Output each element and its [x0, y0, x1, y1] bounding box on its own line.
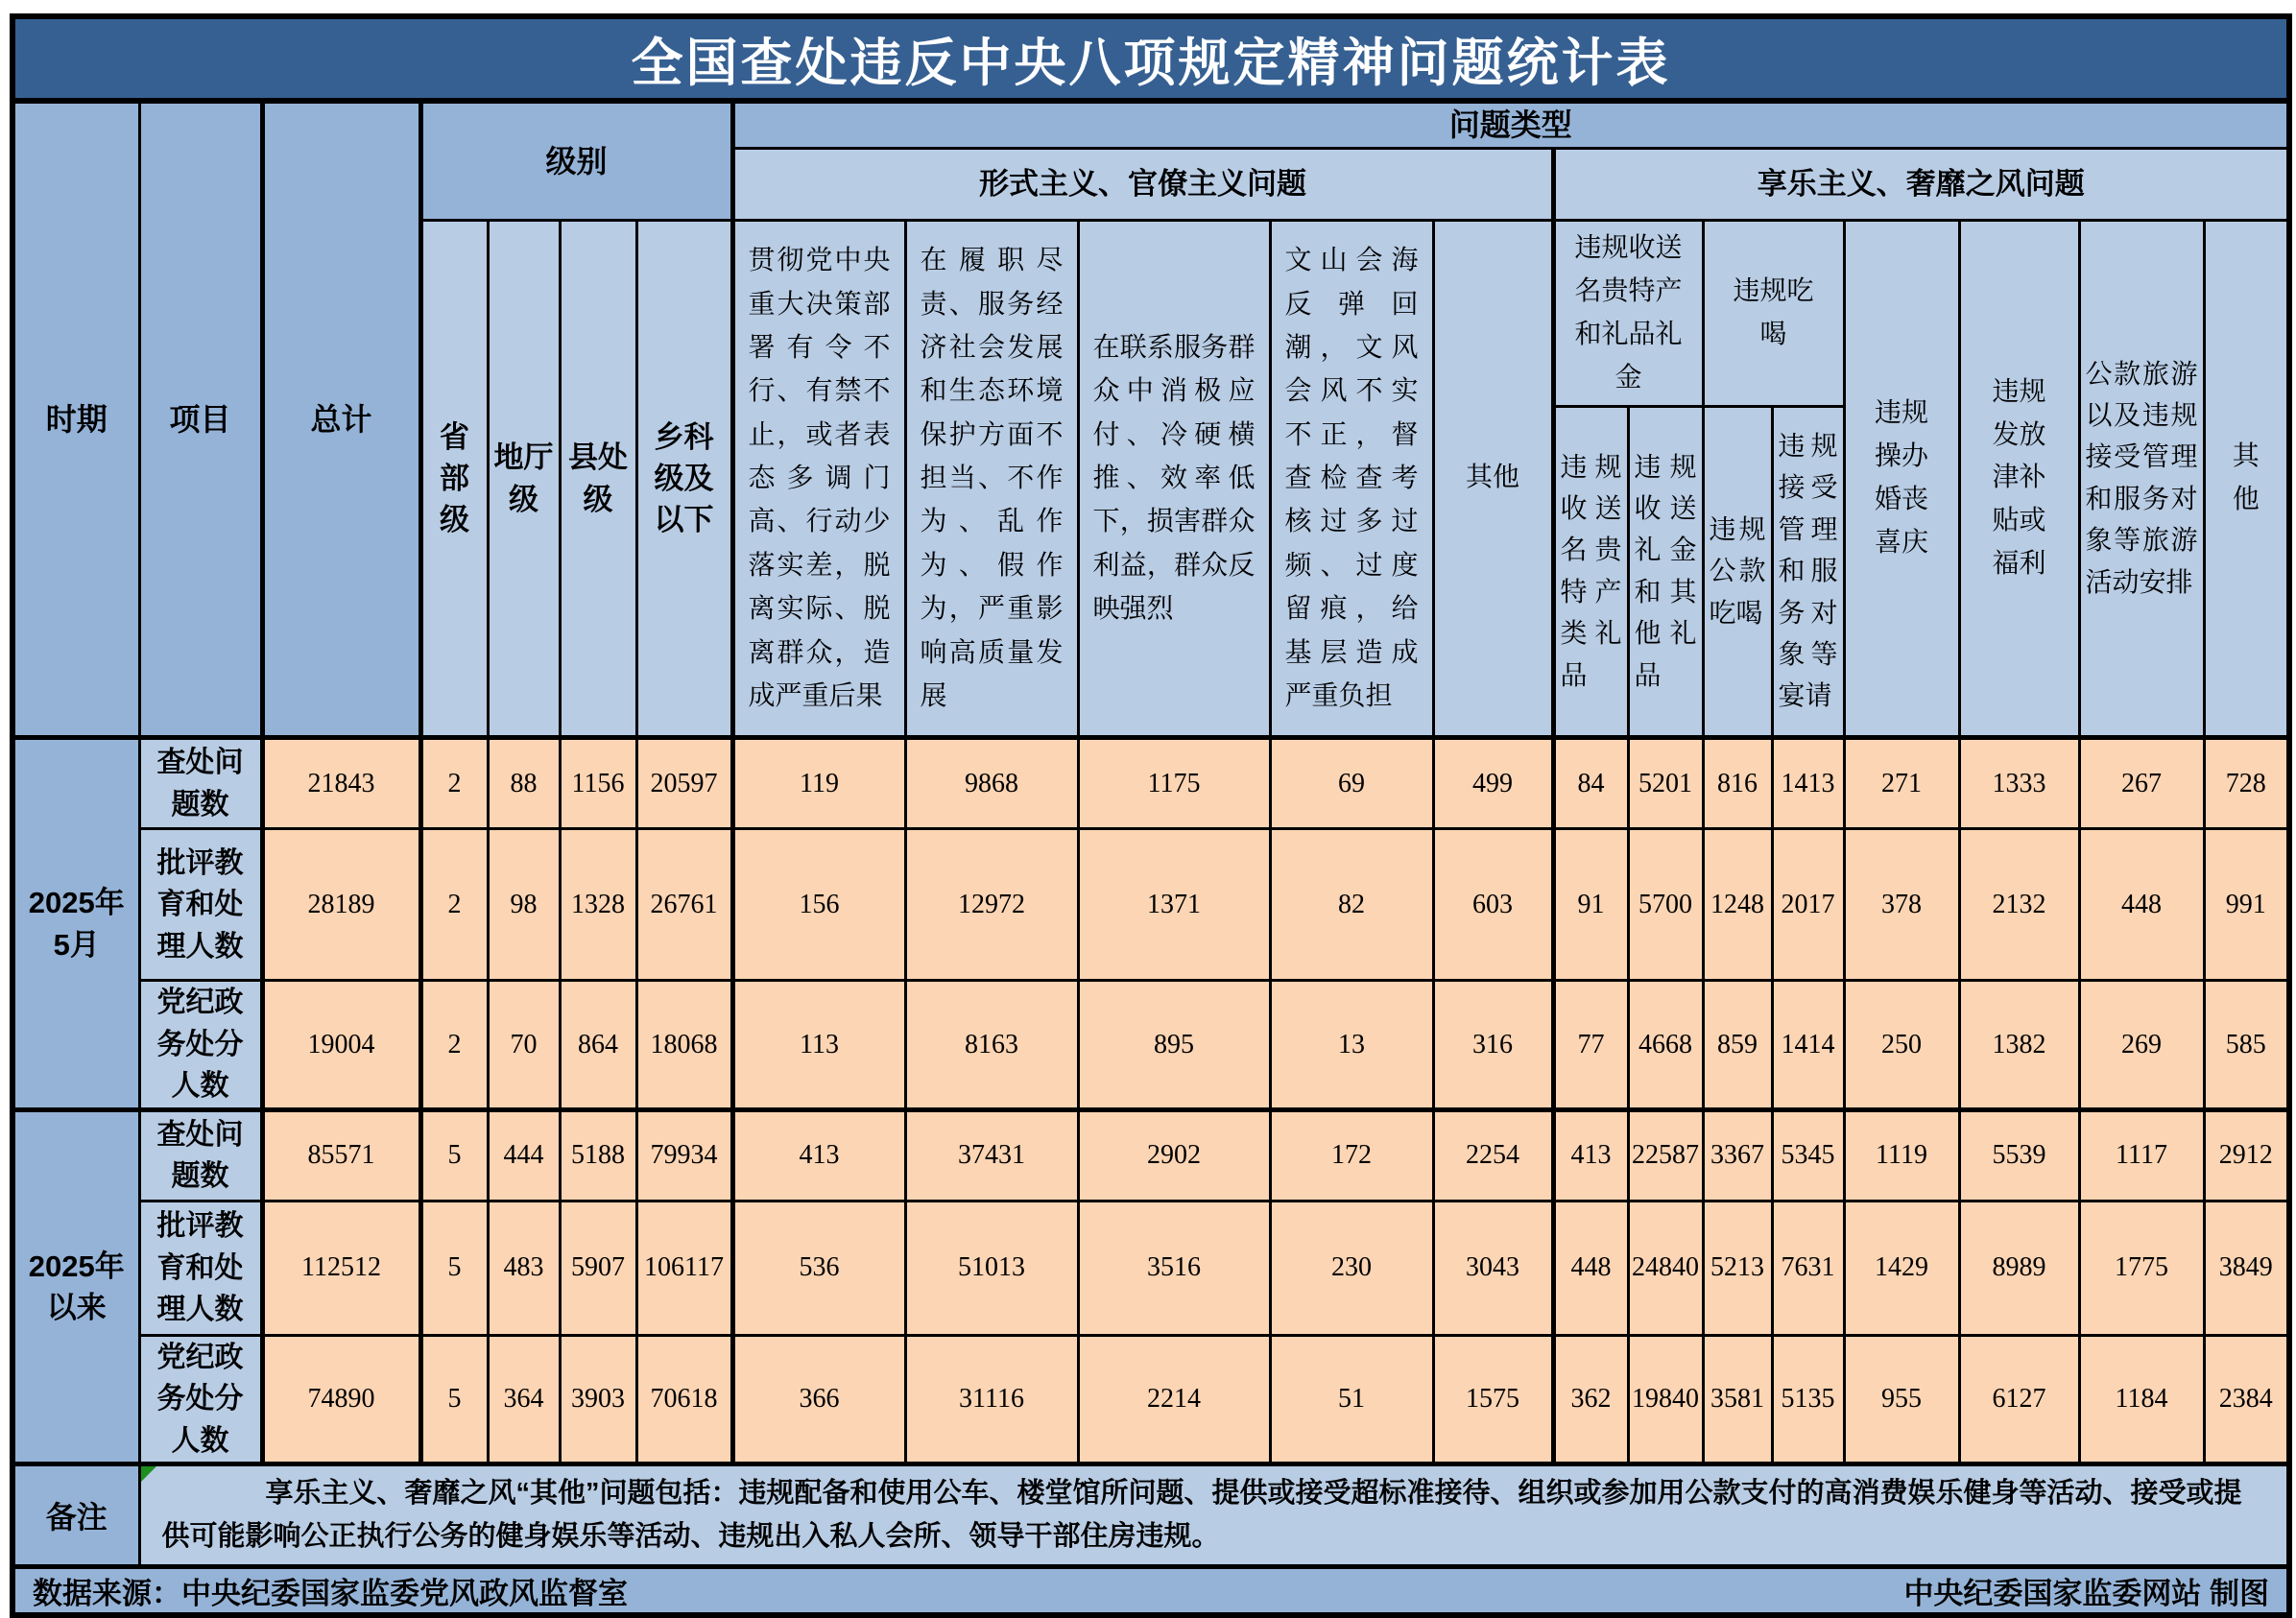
data-cell: 1119 [1844, 1109, 1959, 1201]
data-source-text: 数据来源：中央纪委国家监委党风政风监督室 [33, 1577, 628, 1611]
data-cell: 28189 [262, 829, 420, 981]
data-cell: 91 [1553, 829, 1628, 981]
data-cell: 271 [1844, 738, 1959, 829]
data-cell: 19840 [1628, 1335, 1703, 1464]
col-header-hedonism-other: 其他 [2204, 221, 2289, 738]
green-corner-marker-icon [141, 1466, 156, 1482]
statistics-table [10, 13, 2292, 1618]
data-cell: 26761 [636, 829, 732, 981]
data-cell: 79934 [636, 1109, 732, 1201]
data-cell: 1117 [2079, 1109, 2204, 1201]
data-cell: 603 [1433, 829, 1553, 981]
data-cell: 7631 [1772, 1201, 1844, 1335]
data-cell: 1328 [560, 829, 636, 981]
col-header-dining-group: 违规吃喝 [1703, 221, 1844, 407]
data-cell: 5188 [560, 1109, 636, 1201]
data-cell: 413 [732, 1109, 905, 1201]
data-cell: 2902 [1078, 1109, 1270, 1201]
data-cell: 362 [1553, 1335, 1628, 1464]
col-header-formalism-0: 贯彻党中央重大决策部署有令不行、有禁不止，或者表态多调门高、行动少落实差，脱离实际、脱离群众，造成严重后果 [732, 221, 905, 738]
col-header-period: 时期 [12, 101, 139, 738]
data-cell: 9868 [905, 738, 1078, 829]
page-title: 全国查处违反中央八项规定精神问题统计表 [631, 34, 1671, 92]
col-header-gifts-specialty: 违规收送名贵特产类礼品 [1553, 407, 1628, 738]
data-cell: 24840 [1628, 1201, 1703, 1335]
row-label: 查处问题数 [139, 738, 262, 829]
data-cell: 1175 [1078, 738, 1270, 829]
col-header-formalism-group: 形式主义、官僚主义问题 [732, 149, 1553, 221]
data-cell: 21843 [262, 738, 420, 829]
data-cell: 2 [420, 981, 488, 1110]
data-cell: 51 [1270, 1335, 1433, 1464]
data-cell: 4668 [1628, 981, 1703, 1110]
data-cell: 5213 [1703, 1201, 1772, 1335]
col-header-item: 项目 [139, 101, 262, 738]
remark-text: 享乐主义、奢靡之风“其他”问题包括：违规配备和使用公车、楼堂馆所问题、提供或接受超标准接待、组织或参加用公款支付的高消费娱乐健身等活动、接受或提供可能影响公正执行公务的健身娱乐等活动、违规出入私人会所、领导干部住房违规。 [161, 1478, 2242, 1553]
data-cell: 13 [1270, 981, 1433, 1110]
data-cell: 2214 [1078, 1335, 1270, 1464]
data-cell: 37431 [905, 1109, 1078, 1201]
data-cell: 5 [420, 1201, 488, 1335]
data-cell: 499 [1433, 738, 1553, 829]
data-cell: 3043 [1433, 1201, 1553, 1335]
data-cell: 19004 [262, 981, 420, 1110]
data-cell: 1156 [560, 738, 636, 829]
data-cell: 5907 [560, 1201, 636, 1335]
data-cell: 22587 [1628, 1109, 1703, 1201]
data-cell: 1413 [1772, 738, 1844, 829]
row-label: 批评教育和处理人数 [139, 829, 262, 981]
data-cell: 3581 [1703, 1335, 1772, 1464]
data-cell: 1575 [1433, 1335, 1553, 1464]
row-label: 党纪政务处分人数 [139, 981, 262, 1110]
data-cell: 119 [732, 738, 905, 829]
data-cell: 269 [2079, 981, 2204, 1110]
data-cell: 3516 [1078, 1201, 1270, 1335]
data-cell: 69 [1270, 738, 1433, 829]
col-header-gifts-group: 违规收送名贵特产和礼品礼金 [1553, 221, 1703, 407]
data-cell: 1775 [2079, 1201, 2204, 1335]
data-cell: 536 [732, 1201, 905, 1335]
data-cell: 364 [488, 1335, 560, 1464]
data-cell: 1382 [1959, 981, 2079, 1110]
data-cell: 895 [1078, 981, 1270, 1110]
col-header-formalism-2: 在联系服务群众中消极应付、冷硬横推、效率低下，损害群众利益，群众反映强烈 [1078, 221, 1270, 738]
data-cell: 8989 [1959, 1201, 2079, 1335]
data-cell: 267 [2079, 738, 2204, 829]
period-label: 2025年以来 [12, 1109, 139, 1464]
title-bar [12, 16, 2289, 101]
data-cell: 1333 [1959, 738, 2079, 829]
data-cell: 2132 [1959, 829, 2079, 981]
data-cell: 51013 [905, 1201, 1078, 1335]
data-cell: 106117 [636, 1201, 732, 1335]
col-header-level-group: 级别 [420, 101, 732, 221]
col-header-formalism-other: 其他 [1433, 221, 1553, 738]
data-cell: 378 [1844, 829, 1959, 981]
col-header-level-3: 乡科级及以下 [636, 221, 732, 738]
data-cell: 2 [420, 738, 488, 829]
data-cell: 1184 [2079, 1335, 2204, 1464]
data-cell: 5 [420, 1335, 488, 1464]
remark-cell [139, 1464, 2289, 1567]
data-cell: 70 [488, 981, 560, 1110]
data-cell: 70618 [636, 1335, 732, 1464]
data-cell: 2017 [1772, 829, 1844, 981]
footer-bar [12, 1567, 2289, 1616]
row-label: 党纪政务处分人数 [139, 1335, 262, 1464]
data-cell: 316 [1433, 981, 1553, 1110]
data-cell: 366 [732, 1335, 905, 1464]
data-cell: 5345 [1772, 1109, 1844, 1201]
data-cell: 3849 [2204, 1201, 2289, 1335]
data-cell: 2 [420, 829, 488, 981]
col-header-formalism-3: 文山会海反弹回潮，文风会风不实不正，督查检查考核过多过频、过度留痕，给基层造成严重负担 [1270, 221, 1433, 738]
data-cell: 88 [488, 738, 560, 829]
data-cell: 3903 [560, 1335, 636, 1464]
col-header-level-0: 省部级 [420, 221, 488, 738]
data-cell: 5700 [1628, 829, 1703, 981]
col-header-public-funds-dining: 违规公款吃喝 [1703, 407, 1772, 738]
data-cell: 5201 [1628, 738, 1703, 829]
data-cell: 413 [1553, 1109, 1628, 1201]
col-header-wedding-funeral: 违规操办婚丧喜庆 [1844, 221, 1959, 738]
col-header-hedonism-group: 享乐主义、奢靡之风问题 [1553, 149, 2289, 221]
col-header-gifts-cash: 违规收送礼金和其他礼品 [1628, 407, 1703, 738]
data-cell: 113 [732, 981, 905, 1110]
col-header-allowances: 违规发放津补贴或福利 [1959, 221, 2079, 738]
row-label: 查处问题数 [139, 1109, 262, 1201]
data-cell: 74890 [262, 1335, 420, 1464]
data-cell: 77 [1553, 981, 1628, 1110]
data-cell: 8163 [905, 981, 1078, 1110]
col-header-level-2: 县处级 [560, 221, 636, 738]
data-cell: 5 [420, 1109, 488, 1201]
col-header-formalism-1: 在履职尽责、服务经济社会发展和生态环境保护方面不担当、不作为、乱作为、假作为，严重影响高质量发展 [905, 221, 1078, 738]
data-cell: 12972 [905, 829, 1078, 981]
data-cell: 1414 [1772, 981, 1844, 1110]
data-cell: 6127 [1959, 1335, 2079, 1464]
data-cell: 5135 [1772, 1335, 1844, 1464]
data-cell: 84 [1553, 738, 1628, 829]
data-cell: 444 [488, 1109, 560, 1201]
col-header-public-funded-travel: 公款旅游以及违规接受管理和服务对象等旅游活动安排 [2079, 221, 2204, 738]
data-cell: 172 [1270, 1109, 1433, 1201]
col-header-level-1: 地厅级 [488, 221, 560, 738]
remark-label: 备注 [12, 1464, 139, 1567]
data-cell: 82 [1270, 829, 1433, 981]
data-cell: 230 [1270, 1201, 1433, 1335]
data-cell: 864 [560, 981, 636, 1110]
data-cell: 1371 [1078, 829, 1270, 981]
data-cell: 85571 [262, 1109, 420, 1201]
data-cell: 31116 [905, 1335, 1078, 1464]
data-cell: 859 [1703, 981, 1772, 1110]
row-label: 批评教育和处理人数 [139, 1201, 262, 1335]
data-cell: 2912 [2204, 1109, 2289, 1201]
data-cell: 448 [2079, 829, 2204, 981]
data-cell: 483 [488, 1201, 560, 1335]
credit-text: 中央纪委国家监委网站 制图 [1903, 1577, 2270, 1611]
data-cell: 816 [1703, 738, 1772, 829]
col-header-banquet-invitations: 违规接受管理和服务对象等宴请 [1772, 407, 1844, 738]
data-cell: 1429 [1844, 1201, 1959, 1335]
data-cell: 448 [1553, 1201, 1628, 1335]
data-cell: 2254 [1433, 1109, 1553, 1201]
data-cell: 156 [732, 829, 905, 981]
data-cell: 98 [488, 829, 560, 981]
data-cell: 2384 [2204, 1335, 2289, 1464]
data-cell: 1248 [1703, 829, 1772, 981]
period-label: 2025年5月 [12, 738, 139, 1110]
col-header-total: 总计 [262, 101, 420, 738]
col-header-problem-type: 问题类型 [732, 101, 2289, 149]
data-cell: 18068 [636, 981, 732, 1110]
data-cell: 3367 [1703, 1109, 1772, 1201]
data-cell: 955 [1844, 1335, 1959, 1464]
data-cell: 728 [2204, 738, 2289, 829]
data-cell: 585 [2204, 981, 2289, 1110]
data-cell: 991 [2204, 829, 2289, 981]
data-cell: 250 [1844, 981, 1959, 1110]
data-cell: 112512 [262, 1201, 420, 1335]
data-cell: 20597 [636, 738, 732, 829]
data-cell: 5539 [1959, 1109, 2079, 1201]
